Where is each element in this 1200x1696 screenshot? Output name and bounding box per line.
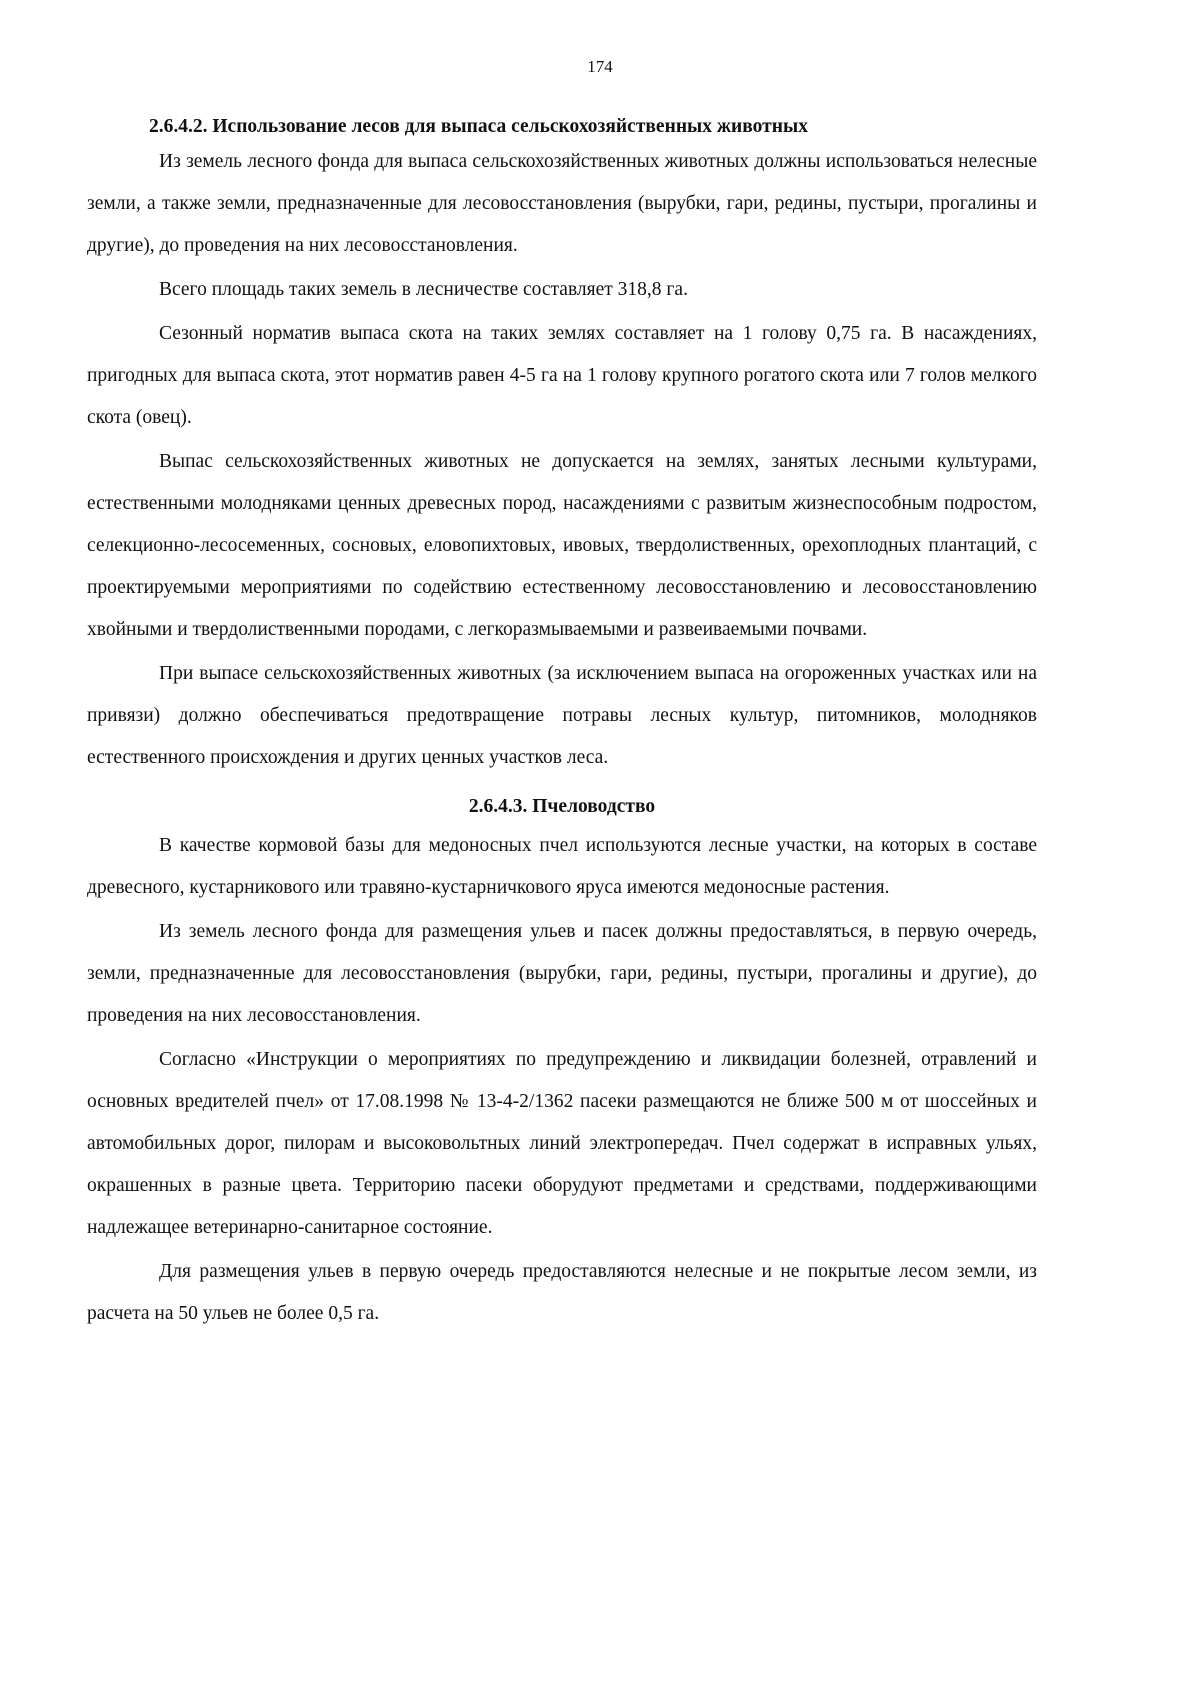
paragraph: Выпас сельскохозяйственных животных не допускается на землях, занятых лесными культурами, естественными молодняками ценных древесных пород, насаждениями с развитым жизнеспособным подростом, селекционно-лесосеменных, сосновых, еловопихтовых, ивовых, твердолиственных, орехоплодных плантаций, с проектируемыми мероприятиями по содействию естественному лесовосстановлению и лесовосстановлению хвойными и твердолиственными породами, с легкоразмываемыми и развеиваемыми почвами. [87, 451, 1037, 640]
section-livestock-grazing [87, 113, 1037, 779]
section-beekeeping [87, 793, 1037, 1335]
paragraph: Сезонный норматив выпаса скота на таких землях составляет на 1 голову 0,75 га. В насаждениях, пригодных для выпаса скота, этот норматив равен 4-5 га на 1 голову крупного рогатого скота или 7 голов мелкого скота (овец). [87, 323, 1037, 428]
section-heading-beekeeping: 2.6.4.3. Пчеловодство [468, 796, 656, 817]
page-number: 174 [587, 57, 613, 76]
section-heading-grazing: 2.6.4.2. Использование лесов для выпаса сельскохозяйственных животных [149, 116, 808, 137]
paragraph: При выпасе сельскохозяйственных животных (за исключением выпаса на огороженных участках или на привязи) должно обеспечиваться предотвращение потравы лесных культур, питомников, молодняков естественного происхождения и других ценных участков леса. [87, 663, 1037, 768]
paragraph: Из земель лесного фонда для размещения ульев и пасек должны предоставляться, в первую очередь, земли, предназначенные для лесовосстановления (вырубки, гари, редины, пустыри, прогалины и другие), до проведения на них лесовосстановления. [87, 921, 1037, 1026]
paragraph: Согласно «Инструкции о мероприятиях по предупреждению и ликвидации болезней, отравлений и основных вредителей пчел» от 17.08.1998 № 13-4-2/1362 пасеки размещаются не ближе 500 м от шоссейных и автомобильных дорог, пилорам и высоковольтных линий электропередач. Пчел содержат в исправных ульях, окрашенных в разные цвета. Территорию пасеки оборудуют предметами и средствами, поддерживающими надлежащее ветеринарно-санитарное состояние. [87, 1049, 1037, 1238]
paragraph: Для размещения ульев в первую очередь предоставляются нелесные и не покрытые лесом земли, из расчета на 50 ульев не более 0,5 га. [87, 1261, 1037, 1324]
paragraph: Из земель лесного фонда для выпаса сельскохозяйственных животных должны использоваться нелесные земли, а также земли, предназначенные для лесовосстановления (вырубки, гари, редины, пустыри, прогалины и другие), до проведения на них лесовосстановления. [87, 151, 1037, 256]
paragraph: Всего площадь таких земель в лесничестве составляет 318,8 га. [159, 279, 688, 300]
document-body [87, 113, 1037, 1337]
paragraph: В качестве кормовой базы для медоносных пчел используются лесные участки, на которых в составе древесного, кустарникового или травяно-кустарничкового яруса имеются медоносные растения. [87, 835, 1037, 898]
